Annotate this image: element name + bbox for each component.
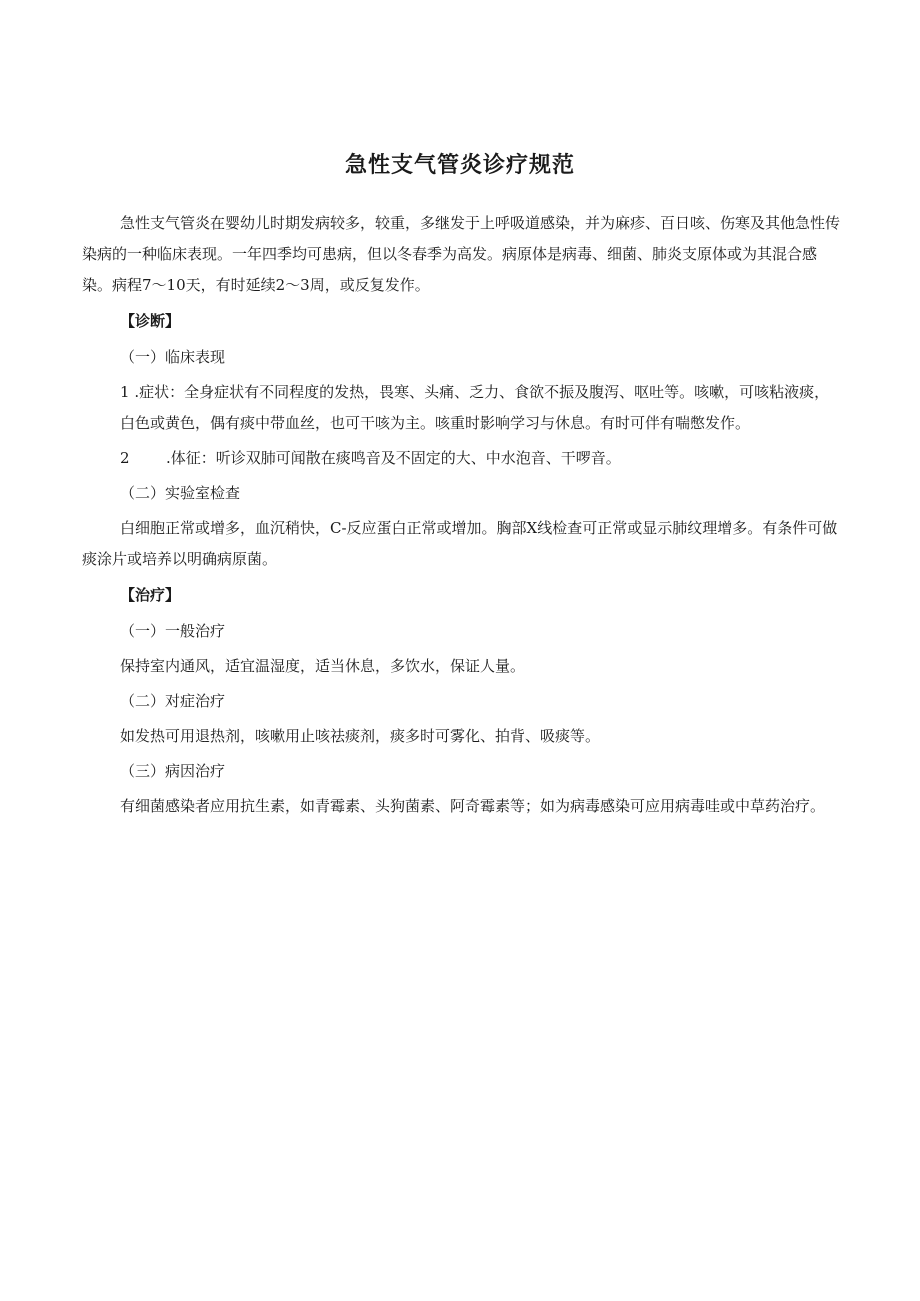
symptoms-item-text: .症状：全身症状有不同程度的发热，畏寒、头痛、乏力、食欲不振及腹泻、呕吐等。咳嗽，可咳粘液痰，白色或黄色，偶有痰中带血丝，也可干咳为主。咳重时影响学习与休息。有时可伴有喘憋发作。 (120, 383, 830, 432)
signs-item-text: .体征：听诊双肺可闻散在痰鸣音及不固定的大、中水泡音、干啰音。 (166, 449, 621, 467)
etiologic-treatment-paragraph: 有细菌感染者应用抗生素，如青霉素、头狗菌素、阿奇霉素等；如为病毒感染可应用病毒哇或中草药治疗。 (120, 797, 826, 815)
intro-paragraph: 急性支气管炎在婴幼儿时期发病较多，较重，多继发于上呼吸道感染，并为麻疹、百日咳、伤寒及其他急性传染病的一种临床表现。一年四季均可患病，但以冬春季为高发。病原体是病毒、细菌、肺炎支原体或为其混合感染。病程7～10天，有时延续2～3周，或反复发作。 (82, 214, 841, 294)
lab-paragraph: 白细胞正常或增多，血沉稍快，C-反应蛋白正常或增加。胸部X线检查可正常或显示肺纹理增多。有条件可做痰涂片或培养以明确病原菌。 (82, 519, 838, 568)
etiologic-treatment-heading: （三）病因治疗 (120, 762, 226, 780)
document-title: 急性支气管炎诊疗规范 (344, 153, 575, 178)
general-treatment-paragraph: 保持室内通风，适宜温湿度，适当休息，多饮水，保证人量。 (120, 657, 526, 675)
signs-item (82, 443, 842, 474)
lab-heading: （二）实验室检查 (120, 484, 241, 502)
symptomatic-treatment-heading: （二）对症治疗 (120, 692, 226, 710)
symptoms-item-number: 1 (120, 383, 130, 401)
diagnosis-heading: 【诊断】 (120, 312, 181, 330)
document-body (82, 208, 842, 826)
symptoms-item (82, 377, 842, 439)
symptomatic-treatment-paragraph: 如发热可用退热剂，咳嗽用止咳祛痰剂，痰多时可雾化、拍背、吸痰等。 (120, 727, 601, 745)
treatment-heading: 【治疗】 (120, 586, 181, 604)
signs-item-number: 2 (120, 449, 130, 467)
general-treatment-heading: （一）一般治疗 (120, 622, 226, 640)
clinical-heading: （一）临床表现 (120, 348, 226, 366)
